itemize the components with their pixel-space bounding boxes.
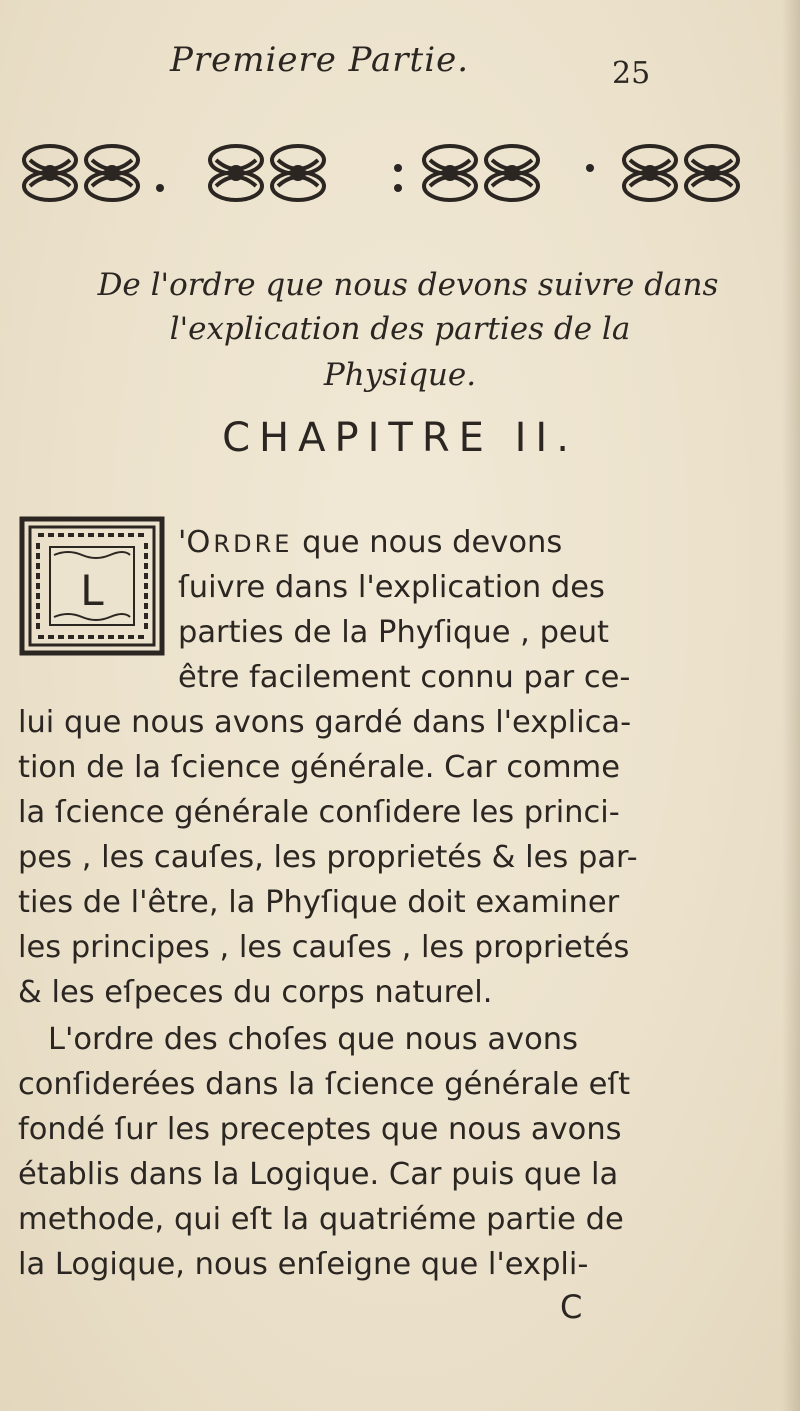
headpiece-ornament — [20, 138, 786, 208]
drop-cap-apostrophe: ' — [178, 525, 187, 560]
section-heading-line-3: Physique. — [323, 357, 477, 393]
first-word-smallcaps: RDRE — [213, 530, 293, 558]
page-number: 25 — [612, 56, 651, 91]
page-edge-shadow — [782, 0, 800, 1411]
section-heading-line-1: De l'ordre que nous devons suivre dans — [97, 267, 719, 303]
paragraph-1-line-11: & les eſpeces du corps naturel. — [18, 975, 493, 1010]
paragraph-2-line-3: fondé ſur les preceptes que nous avons — [18, 1112, 622, 1147]
paragraph-1-line-9: ties de l'être, la Phyſique doit examiner — [18, 885, 620, 920]
section-heading-line-2: l'explication des parties de la — [169, 311, 631, 347]
drop-cap-letter: L — [80, 566, 104, 615]
paragraph-2-line-1: L'ordre des choſes que nous avons — [48, 1022, 578, 1057]
first-line-rest: que nous devons — [292, 525, 563, 560]
paragraph-1-line-3: parties de la Phyſique , peut — [178, 615, 609, 650]
paragraph-2-line-5: methode, qui eſt la quatriéme partie de — [18, 1202, 624, 1237]
paragraph-1-line-7: la ſcience générale conſidere les princi- — [18, 795, 620, 830]
paragraph-2-line-4: établis dans la Logique. Car puis que la — [18, 1157, 619, 1192]
paragraph-1-line-6: tion de la ſcience générale. Car comme — [18, 750, 621, 785]
paragraph-1-line-2: ſuivre dans l'explication des — [178, 570, 605, 605]
paragraph-1-line-10: les principes , les cauſes , les proprietés — [18, 930, 630, 965]
chapter-title: CHAPITRE II. — [222, 415, 578, 461]
paragraph-2-line-2: conſiderées dans la ſcience générale eſt — [18, 1067, 631, 1102]
paragraph-1-line-1 — [178, 520, 562, 567]
first-word-cap: O — [186, 525, 214, 560]
paragraph-1-line-4: être facilement connu par ce- — [178, 660, 631, 695]
paragraph-1-line-5: lui que nous avons gardé dans l'explica- — [18, 705, 632, 740]
paragraph-1-line-8: pes , les cauſes, les proprietés & les par- — [18, 840, 638, 875]
drop-cap-ornament — [18, 515, 166, 657]
paragraph-2-line-6: la Logique, nous enſeigne que l'expli- — [18, 1247, 589, 1282]
catchword: C — [560, 1288, 583, 1326]
running-head: Premiere Partie. — [170, 40, 470, 80]
